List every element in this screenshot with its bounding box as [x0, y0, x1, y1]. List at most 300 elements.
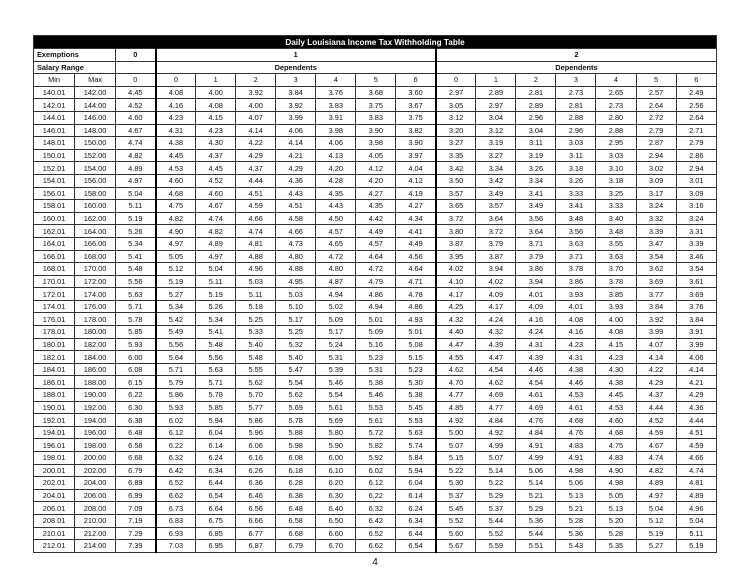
table-row	[34, 162, 717, 175]
dependent-header: 3	[276, 74, 316, 87]
tax-cell: 5.92	[356, 452, 396, 465]
tax-cell: 4.52	[116, 99, 156, 112]
tax-cell: 2.57	[636, 86, 676, 99]
tax-cell: 4.60	[596, 414, 636, 427]
group0-dependents-header: 0	[116, 74, 156, 87]
tax-cell: 5.09	[356, 326, 396, 339]
table-row	[34, 200, 717, 213]
tax-cell: 4.20	[356, 174, 396, 187]
tax-cell: 5.21	[556, 502, 596, 515]
tax-cell: 4.74	[196, 212, 236, 225]
min-cell: 212.01	[34, 540, 75, 553]
min-cell: 208.01	[34, 514, 75, 527]
tax-cell: 6.68	[116, 452, 156, 465]
tax-cell: 7.29	[116, 527, 156, 540]
tax-cell: 3.24	[636, 200, 676, 213]
dependent-header: 6	[676, 74, 716, 87]
table-row	[34, 174, 717, 187]
tax-cell: 4.89	[116, 162, 156, 175]
tax-cell: 4.74	[636, 452, 676, 465]
tax-cell: 4.62	[436, 363, 476, 376]
tax-cell: 5.08	[396, 338, 436, 351]
table-title: Daily Louisiana Income Tax Withholding Table	[34, 36, 717, 49]
tax-cell: 4.96	[676, 502, 716, 515]
tax-cell: 4.59	[636, 426, 676, 439]
column-header-row	[34, 74, 717, 87]
tax-cell: 4.40	[436, 326, 476, 339]
table-row	[34, 452, 717, 465]
table-row	[34, 351, 717, 364]
exemptions-label: Exemptions	[34, 49, 116, 62]
tax-cell: 4.17	[476, 300, 516, 313]
tax-cell: 5.86	[156, 389, 196, 402]
tax-cell: 2.94	[676, 162, 716, 175]
max-cell: 180.00	[75, 326, 116, 339]
tax-cell: 5.17	[316, 326, 356, 339]
max-cell: 142.00	[75, 86, 116, 99]
tax-cell: 5.30	[396, 376, 436, 389]
tax-cell: 5.34	[156, 300, 196, 313]
tax-cell: 6.66	[236, 514, 276, 527]
salary-range-label: Salary Range	[34, 61, 116, 74]
tax-cell: 4.87	[316, 275, 356, 288]
tax-cell: 6.68	[276, 527, 316, 540]
tax-cell: 4.81	[676, 477, 716, 490]
tax-cell: 4.75	[156, 200, 196, 213]
tax-cell: 6.95	[196, 540, 236, 553]
tax-cell: 4.38	[596, 376, 636, 389]
tax-cell: 5.15	[436, 452, 476, 465]
tax-cell: 4.14	[236, 124, 276, 137]
tax-cell: 5.56	[156, 338, 196, 351]
tax-cell: 4.37	[196, 149, 236, 162]
max-cell: 212.00	[75, 527, 116, 540]
tax-cell: 5.04	[116, 187, 156, 200]
tax-cell: 3.42	[476, 174, 516, 187]
tax-cell: 4.59	[676, 439, 716, 452]
tax-cell: 6.64	[196, 502, 236, 515]
max-cell: 148.00	[75, 124, 116, 137]
tax-cell: 4.98	[596, 477, 636, 490]
tax-cell: 5.53	[396, 414, 436, 427]
dependent-header: 0	[156, 74, 196, 87]
tax-cell: 4.90	[596, 464, 636, 477]
table-row	[34, 477, 717, 490]
tax-cell: 5.01	[356, 313, 396, 326]
tax-cell: 6.79	[116, 464, 156, 477]
table-row	[34, 338, 717, 351]
tax-cell: 5.34	[196, 313, 236, 326]
tax-cell: 5.04	[676, 514, 716, 527]
tax-cell: 6.36	[236, 477, 276, 490]
tax-cell: 5.38	[396, 389, 436, 402]
tax-cell: 6.62	[156, 489, 196, 502]
tax-cell: 5.64	[156, 351, 196, 364]
tax-cell: 6.14	[196, 439, 236, 452]
tax-cell: 3.91	[316, 111, 356, 124]
tax-cell: 5.19	[636, 527, 676, 540]
tax-cell: 3.87	[436, 237, 476, 250]
tax-cell: 4.41	[396, 225, 436, 238]
tax-cell: 3.10	[596, 162, 636, 175]
tax-cell: 5.90	[316, 439, 356, 452]
tax-cell: 4.93	[396, 313, 436, 326]
max-cell: 186.00	[75, 363, 116, 376]
tax-cell: 4.70	[436, 376, 476, 389]
max-cell: 176.00	[75, 300, 116, 313]
tax-cell: 4.67	[636, 439, 676, 452]
table-row	[34, 99, 717, 112]
min-cell: 172.01	[34, 288, 75, 301]
tax-cell: 4.68	[156, 187, 196, 200]
tax-cell: 3.92	[236, 86, 276, 99]
tax-cell: 5.13	[596, 502, 636, 515]
table-row	[34, 464, 717, 477]
tax-cell: 5.03	[276, 288, 316, 301]
min-cell: 204.01	[34, 489, 75, 502]
tax-cell: 4.97	[156, 237, 196, 250]
min-cell: 184.01	[34, 363, 75, 376]
tax-cell: 4.05	[356, 149, 396, 162]
tax-cell: 5.14	[516, 477, 556, 490]
tax-cell: 3.87	[476, 250, 516, 263]
tax-cell: 6.79	[276, 540, 316, 553]
tax-cell: 6.38	[116, 414, 156, 427]
tax-cell: 4.39	[516, 351, 556, 364]
tax-cell: 3.34	[516, 174, 556, 187]
tax-cell: 3.84	[276, 86, 316, 99]
tax-cell: 4.91	[556, 452, 596, 465]
tax-cell: 5.45	[436, 502, 476, 515]
tax-cell: 3.98	[356, 137, 396, 150]
tax-cell: 3.27	[476, 149, 516, 162]
tax-cell: 3.62	[636, 263, 676, 276]
tax-cell: 3.76	[676, 300, 716, 313]
tax-cell: 6.28	[276, 477, 316, 490]
tax-cell: 6.50	[316, 514, 356, 527]
tax-cell: 3.25	[596, 187, 636, 200]
tax-cell: 4.89	[636, 477, 676, 490]
table-row	[34, 275, 717, 288]
tax-cell: 4.61	[516, 389, 556, 402]
tax-cell: 6.02	[356, 464, 396, 477]
tax-cell: 5.11	[116, 200, 156, 213]
tax-cell: 3.18	[556, 162, 596, 175]
tax-cell: 2.49	[676, 86, 716, 99]
tax-cell: 4.74	[236, 225, 276, 238]
tax-cell: 3.86	[556, 275, 596, 288]
table-row	[34, 313, 717, 326]
tax-cell: 5.30	[436, 477, 476, 490]
tax-cell: 5.52	[436, 514, 476, 527]
tax-cell: 3.78	[556, 263, 596, 276]
tax-cell: 5.34	[116, 237, 156, 250]
tax-cell: 4.76	[556, 426, 596, 439]
tax-cell: 3.92	[276, 99, 316, 112]
tax-cell: 4.16	[516, 313, 556, 326]
tax-cell: 5.98	[276, 439, 316, 452]
tax-cell: 4.36	[676, 401, 716, 414]
min-cell: 202.01	[34, 477, 75, 490]
tax-cell: 4.90	[156, 225, 196, 238]
tax-cell: 2.86	[676, 149, 716, 162]
max-cell: 208.00	[75, 502, 116, 515]
dependents-label-group-1: Dependents	[156, 61, 436, 74]
min-cell: 198.01	[34, 452, 75, 465]
withholding-table-sheet	[33, 35, 717, 553]
tax-cell: 2.56	[676, 99, 716, 112]
tax-cell: 4.67	[116, 124, 156, 137]
tax-cell: 4.84	[476, 414, 516, 427]
tax-cell: 3.11	[556, 149, 596, 162]
tax-cell: 2.79	[676, 137, 716, 150]
table-row	[34, 414, 717, 427]
tax-cell: 5.21	[516, 489, 556, 502]
dependent-header: 4	[596, 74, 636, 87]
tax-cell: 4.43	[316, 200, 356, 213]
tax-cell: 5.88	[276, 426, 316, 439]
blank-header-cell	[116, 61, 156, 74]
tax-cell: 3.41	[516, 187, 556, 200]
tax-cell: 6.62	[356, 540, 396, 553]
tax-cell: 3.95	[436, 250, 476, 263]
max-cell: 184.00	[75, 351, 116, 364]
tax-cell: 4.82	[196, 225, 236, 238]
tax-cell: 4.24	[476, 313, 516, 326]
tax-cell: 5.09	[316, 313, 356, 326]
max-cell: 174.00	[75, 288, 116, 301]
tax-cell: 4.22	[636, 363, 676, 376]
max-cell: 164.00	[75, 225, 116, 238]
tax-cell: 5.93	[116, 338, 156, 351]
tax-cell: 3.77	[636, 288, 676, 301]
tax-cell: 4.00	[236, 99, 276, 112]
tax-cell: 4.77	[436, 389, 476, 402]
tax-cell: 5.63	[396, 426, 436, 439]
tax-cell: 6.48	[276, 502, 316, 515]
tax-cell: 4.94	[316, 288, 356, 301]
tax-cell: 3.39	[676, 237, 716, 250]
tax-cell: 3.35	[436, 149, 476, 162]
tax-cell: 6.22	[356, 489, 396, 502]
tax-cell: 3.33	[556, 187, 596, 200]
tax-cell: 4.82	[636, 464, 676, 477]
tax-cell: 6.22	[156, 439, 196, 452]
table-row	[34, 212, 717, 225]
tax-cell: 4.49	[396, 237, 436, 250]
tax-cell: 3.03	[556, 137, 596, 150]
tax-cell: 5.62	[236, 376, 276, 389]
min-cell: 152.01	[34, 162, 75, 175]
tax-cell: 5.67	[436, 540, 476, 553]
max-cell: 182.00	[75, 338, 116, 351]
tax-cell: 4.46	[556, 376, 596, 389]
tax-cell: 4.45	[196, 162, 236, 175]
tax-cell: 3.49	[516, 200, 556, 213]
tax-cell: 5.39	[316, 363, 356, 376]
tax-cell: 5.46	[316, 376, 356, 389]
tax-cell: 4.38	[156, 137, 196, 150]
max-cell: 162.00	[75, 212, 116, 225]
tax-cell: 6.18	[276, 464, 316, 477]
max-cell: 144.00	[75, 99, 116, 112]
tax-cell: 3.70	[596, 263, 636, 276]
tax-cell: 5.10	[276, 300, 316, 313]
tax-cell: 5.28	[556, 514, 596, 527]
tax-cell: 4.64	[396, 263, 436, 276]
tax-cell: 6.12	[156, 426, 196, 439]
tax-cell: 4.60	[156, 174, 196, 187]
tax-cell: 5.63	[196, 363, 236, 376]
tax-cell: 6.44	[396, 527, 436, 540]
tax-cell: 4.09	[516, 300, 556, 313]
max-cell: 150.00	[75, 137, 116, 150]
tax-cell: 4.23	[556, 338, 596, 351]
tax-cell: 4.29	[236, 149, 276, 162]
tax-cell: 4.99	[476, 439, 516, 452]
tax-cell: 4.29	[276, 162, 316, 175]
tax-cell: 5.27	[156, 288, 196, 301]
tax-cell: 6.44	[196, 477, 236, 490]
tax-cell: 5.78	[276, 414, 316, 427]
tax-cell: 5.38	[356, 376, 396, 389]
tax-cell: 4.66	[276, 225, 316, 238]
tax-cell: 6.12	[356, 477, 396, 490]
tax-cell: 5.60	[436, 527, 476, 540]
tax-cell: 2.88	[596, 124, 636, 137]
dependent-header: 6	[396, 74, 436, 87]
tax-cell: 5.19	[676, 540, 716, 553]
tax-cell: 6.34	[196, 464, 236, 477]
tax-cell: 3.40	[596, 212, 636, 225]
tax-cell: 5.37	[436, 489, 476, 502]
tax-cell: 4.60	[196, 187, 236, 200]
dependent-header: 2	[516, 74, 556, 87]
tax-cell: 4.74	[116, 137, 156, 150]
table-row	[34, 149, 717, 162]
tax-cell: 3.79	[476, 237, 516, 250]
tax-cell: 4.82	[156, 212, 196, 225]
max-cell: 192.00	[75, 401, 116, 414]
tax-cell: 4.12	[396, 174, 436, 187]
min-cell: 168.01	[34, 263, 75, 276]
max-cell: 204.00	[75, 477, 116, 490]
tax-cell: 3.65	[436, 200, 476, 213]
tax-cell: 4.01	[516, 288, 556, 301]
tax-cell: 3.27	[436, 137, 476, 150]
tax-cell: 4.00	[596, 313, 636, 326]
tax-cell: 4.96	[236, 263, 276, 276]
tax-cell: 4.72	[316, 250, 356, 263]
tax-cell: 5.05	[156, 250, 196, 263]
tax-cell: 5.07	[476, 452, 516, 465]
tax-cell: 5.29	[476, 489, 516, 502]
min-cell: 194.01	[34, 426, 75, 439]
tax-cell: 4.13	[316, 149, 356, 162]
max-cell: 156.00	[75, 174, 116, 187]
tax-cell: 4.08	[596, 326, 636, 339]
tax-cell: 4.64	[356, 250, 396, 263]
tax-cell: 5.32	[276, 338, 316, 351]
tax-cell: 3.11	[516, 137, 556, 150]
tax-cell: 3.26	[516, 162, 556, 175]
min-cell: 176.01	[34, 313, 75, 326]
tax-cell: 3.99	[636, 326, 676, 339]
table-row	[34, 111, 717, 124]
min-cell: 210.01	[34, 527, 75, 540]
tax-cell: 5.77	[236, 401, 276, 414]
tax-cell: 6.75	[196, 514, 236, 527]
tax-cell: 5.26	[196, 300, 236, 313]
tax-cell: 4.44	[636, 401, 676, 414]
tax-cell: 6.02	[156, 414, 196, 427]
tax-cell: 4.31	[516, 338, 556, 351]
tax-cell: 5.78	[196, 389, 236, 402]
tax-cell: 5.36	[556, 527, 596, 540]
tax-cell: 4.02	[436, 263, 476, 276]
tax-cell: 5.51	[516, 540, 556, 553]
tax-cell: 2.89	[516, 99, 556, 112]
min-cell: 156.01	[34, 187, 75, 200]
min-cell: 180.01	[34, 338, 75, 351]
tax-cell: 4.32	[476, 326, 516, 339]
tax-cell: 3.56	[516, 212, 556, 225]
tax-cell: 2.94	[636, 149, 676, 162]
tax-cell: 6.16	[236, 452, 276, 465]
max-cell: 202.00	[75, 464, 116, 477]
tax-cell: 4.49	[356, 225, 396, 238]
tax-cell: 6.08	[116, 363, 156, 376]
tax-cell: 5.22	[476, 477, 516, 490]
tax-cell: 6.87	[236, 540, 276, 553]
tax-cell: 5.96	[236, 426, 276, 439]
tax-cell: 4.30	[196, 137, 236, 150]
tax-cell: 5.72	[356, 426, 396, 439]
tax-cell: 4.44	[676, 414, 716, 427]
tax-cell: 3.39	[636, 225, 676, 238]
tax-cell: 3.67	[396, 99, 436, 112]
tax-cell: 6.93	[156, 527, 196, 540]
table-row	[34, 288, 717, 301]
tax-cell: 5.06	[556, 477, 596, 490]
tax-cell: 5.49	[156, 326, 196, 339]
table-row	[34, 250, 717, 263]
tax-cell: 4.25	[436, 300, 476, 313]
tax-cell: 4.88	[276, 263, 316, 276]
tax-cell: 3.34	[476, 162, 516, 175]
tax-cell: 4.17	[436, 288, 476, 301]
tax-cell: 7.09	[116, 502, 156, 515]
tax-cell: 4.98	[556, 464, 596, 477]
tax-cell: 4.58	[276, 212, 316, 225]
tax-cell: 4.23	[156, 111, 196, 124]
tax-cell: 3.57	[436, 187, 476, 200]
tax-cell: 4.75	[596, 439, 636, 452]
tax-cell: 5.22	[436, 464, 476, 477]
tax-cell: 3.68	[356, 86, 396, 99]
max-cell: 178.00	[75, 313, 116, 326]
table-row	[34, 489, 717, 502]
max-header: Max	[75, 74, 116, 87]
tax-cell: 4.52	[196, 174, 236, 187]
tax-cell: 5.74	[396, 439, 436, 452]
tax-cell: 5.61	[316, 401, 356, 414]
dependent-header: 3	[556, 74, 596, 87]
table-row	[34, 263, 717, 276]
tax-cell: 4.04	[396, 162, 436, 175]
tax-cell: 4.08	[156, 86, 196, 99]
tax-cell: 4.78	[396, 288, 436, 301]
